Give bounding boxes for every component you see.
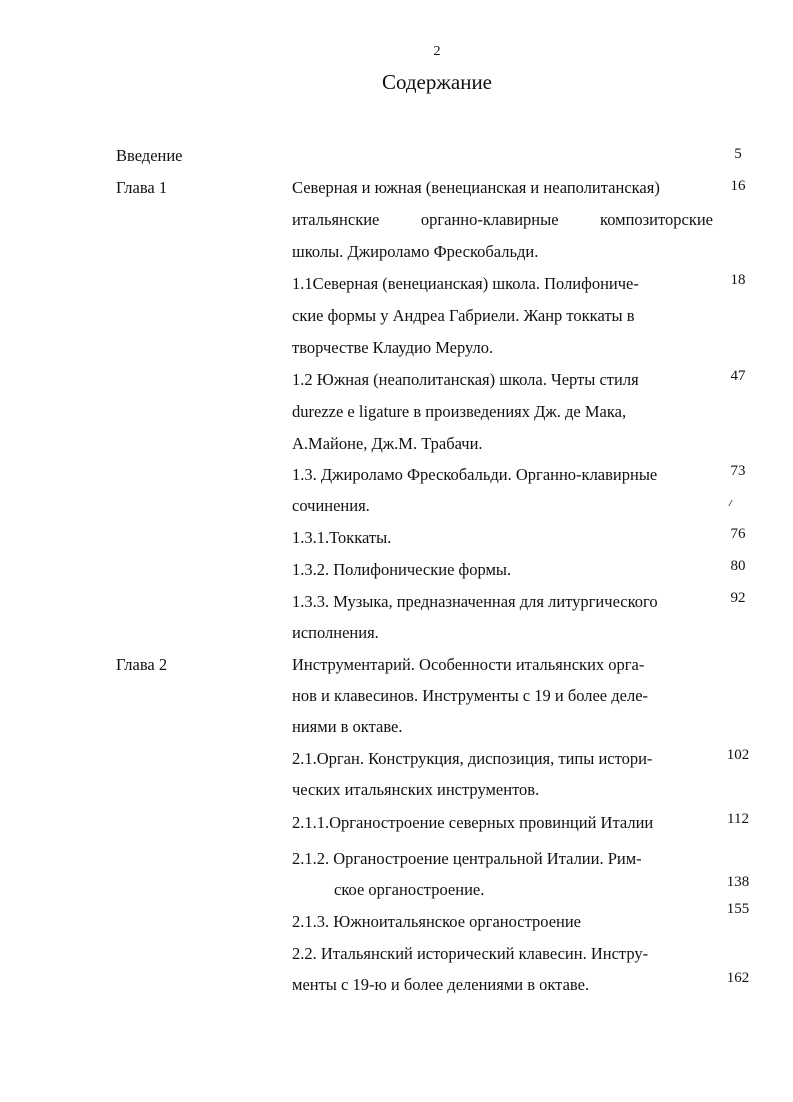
toc-section-1-1-line: ские формы у Андреа Габриели. Жанр токкаты в [292,306,635,325]
toc-section-1-1-line: творчестве Клаудио Меруло. [292,338,494,357]
toc-section-1-3-1-page: 76 [730,526,746,542]
toc-section-1-3-2-page: 80 [730,558,746,574]
page-title: Содержание [381,70,493,94]
toc-intro-label: Введение [116,146,183,165]
toc-section-2-1-3-line: 2.1.3. Южноитальянское органостроение [292,912,582,931]
stray-mark [728,500,735,506]
toc-chapter2-title-line: нов и клавесинов. Инструменты с 19 и более деле- [292,686,649,705]
toc-section-1-3-line: 1.3. Джироламо Фрескобальди. Органно-клавирные [292,465,658,484]
toc-section-2-1-page: 102 [726,747,750,763]
toc-section-1-3-3-line: исполнения. [292,623,379,642]
page-number: 2 [433,44,441,59]
toc-chapter2-title-line: ниями в октаве. [292,717,403,736]
toc-intro-page: 5 [734,146,742,162]
toc-section-1-2-page: 47 [730,368,746,384]
toc-section-1-1-line: 1.1Северная (венецианская) школа. Полифониче- [292,274,639,293]
toc-section-1-3-1-line: 1.3.1.Токкаты. [292,528,392,547]
toc-section-2-1-2-line: 2.1.2. Органостроение центральной Италии. Рим- [292,849,642,868]
toc-section-2-2-page: 162 [726,970,750,986]
toc-section-2-1-1-line: 2.1.1.Органостроение северных провинций Италии [292,813,654,832]
toc-section-2-2-line: менты с 19-ю и более делениями в октаве. [292,975,590,994]
toc-section-2-1-2-page: 138 [726,874,750,890]
toc-section-1-2-line: 1.2 Южная (неаполитанская) школа. Черты стиля [292,370,639,389]
toc-section-2-1-3-page: 155 [726,901,750,917]
toc-section-1-1-page: 18 [730,272,746,288]
toc-section-1-2-line: durezze e ligature в произведениях Дж. де Мака, [292,402,627,421]
toc-chapter1-title-line: итальянские органно-клавирные композиторские [292,210,713,229]
toc-section-2-1-2-line: ское органостроение. [334,880,485,899]
toc-section-2-2-line: 2.2. Итальянский исторический клавесин. Инстру- [292,944,649,963]
toc-chapter1-title-line: Северная и южная (венецианская и неаполитанская) [292,178,660,197]
toc-chapter2-title-line: Инструментарий. Особенности итальянских орга- [292,655,645,674]
toc-section-1-3-2-line: 1.3.2. Полифонические формы. [292,560,512,579]
toc-section-1-3-line: сочинения. [292,496,370,515]
toc-section-2-1-1-page: 112 [727,811,749,827]
toc-section-1-2-line: А.Майоне, Дж.М. Трабачи. [292,434,483,453]
toc-section-2-1-line: 2.1.Орган. Конструкция, диспозиция, типы истори- [292,749,653,768]
toc-chapter1-page: 16 [730,178,746,194]
toc-chapter2-label: Глава 2 [116,655,168,674]
toc-section-1-3-3-line: 1.3.3. Музыка, предназначенная для литургического [292,592,658,611]
toc-section-1-3-page: 73 [730,463,746,479]
toc-chapter1-title-line: школы. Джироламо Фрескобальди. [292,242,539,261]
toc-section-1-3-3-page: 92 [730,590,746,606]
toc-section-2-1-line: ческих итальянских инструментов. [292,780,540,799]
toc-chapter1-label: Глава 1 [116,178,168,197]
